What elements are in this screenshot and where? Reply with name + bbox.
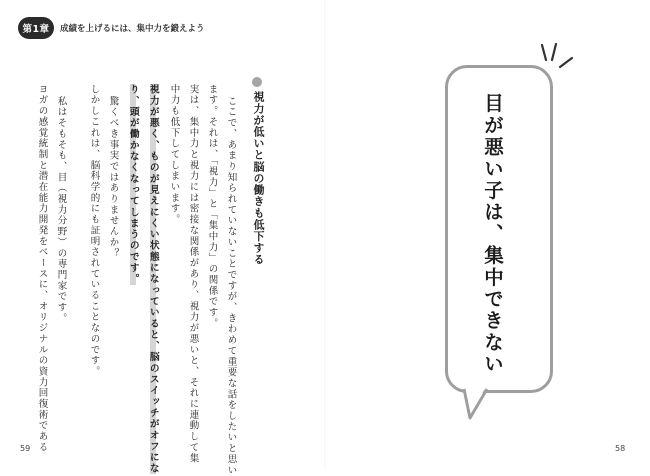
body-column-10: ヨガの感覚統制と潜在能力開発をベースに、オリジナルの資力回復術である <box>36 84 48 453</box>
section-heading-block <box>250 77 266 297</box>
body-column-2: ます。それは、「視力」と「集中力」の関係です。 <box>206 84 218 329</box>
body-column-6-emphasis: り、頭が働かなくなってしまうのです。 <box>127 84 139 285</box>
heading-bullet-icon <box>252 77 262 87</box>
page-number-left: 59 <box>20 444 31 453</box>
body-column-1: ここで、あまり知られていないことですが、きわめて重要な話をしたいと思い <box>225 96 237 476</box>
body-column-3: 実は、集中力と視力には密接な関係があり、視力が悪いと、それに連動して集 <box>187 84 199 464</box>
chapter-title: 成績を上げるには、集中力を鍛えよう <box>60 24 205 34</box>
body-column-5-emphasis: 視力が悪く、ものが見えにくい状態になっていると、脳のスイッチがオフにな <box>147 84 159 475</box>
body-column-7: 驚くべき事実ではありませんか？ <box>107 96 119 259</box>
page-gutter <box>324 0 326 470</box>
body-column-8: しかしこれは、脳科学的にも証明されていることなのです。 <box>88 84 100 377</box>
section-heading: 視力が低いと脳の働きも低下する <box>252 91 265 265</box>
body-column-9: 私はそもそも、目（視力分野）の専門家です。 <box>55 96 67 324</box>
bubble-title: 目が悪い子は、集中できない <box>481 93 504 376</box>
body-column-4: 中力も低下してしまいます。 <box>168 84 180 226</box>
chapter-badge: 第1章 <box>18 17 54 39</box>
page-number-right: 58 <box>615 444 626 453</box>
